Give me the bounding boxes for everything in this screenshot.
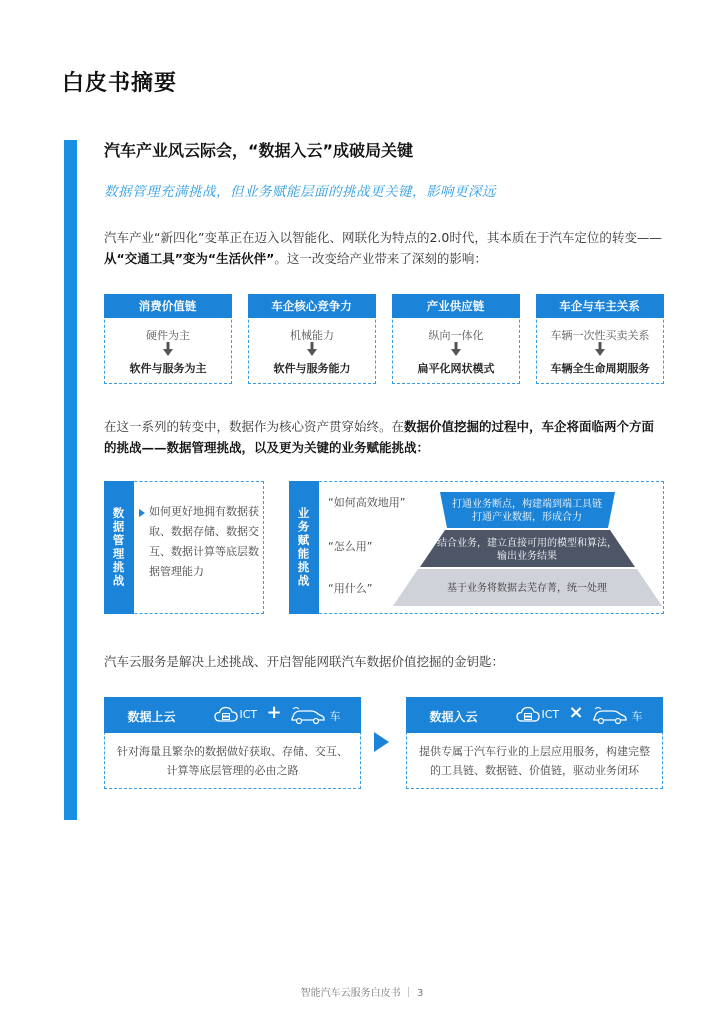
business-enablement-panel (289, 481, 664, 614)
challenge-text-emphasis: 数据价值挖掘的过程中，车企将面临两个方面的挑战——数据管理挑战，以及更为关键的业务赋能挑战： (104, 419, 655, 455)
change-box-supply-chain (392, 294, 520, 384)
change-from: 机械能力 (290, 329, 334, 342)
section-title: 汽车产业风云际会，“数据入云”成破局关键 (104, 141, 414, 160)
change-to: 车辆全生命周期服务 (550, 362, 650, 375)
bullet-triangle-icon (139, 509, 145, 517)
question-how-efficient: “如何高效地用” (328, 496, 406, 509)
change-from: 硬件为主 (146, 329, 190, 342)
business-enablement-label: 业务赋能挑战 (289, 481, 319, 614)
change-to: 软件与服务能力 (273, 362, 351, 375)
change-box-title: 车企核心竞争力 (248, 294, 376, 318)
change-to: 扁平化网状模式 (417, 362, 495, 375)
data-to-cloud-header (104, 697, 361, 733)
data-to-cloud-box (104, 697, 361, 789)
data-management-label: 数据管理挑战 (104, 481, 134, 614)
connected-car-icon (591, 705, 627, 725)
plus-operator: + (266, 701, 282, 723)
tier-middle-line1: 结合业务，建立直接可用的模型和算法， (437, 538, 617, 549)
tier-bottom-text: 基于业务将数据去芜存菁，统一处理 (447, 583, 607, 594)
page-title: 白皮书摘要 (62, 71, 178, 96)
data-into-cloud-title: 数据入云 (429, 709, 478, 724)
intro-text-emphasis: 从“交通工具”变为“生活伙伴” (104, 251, 275, 266)
intro-text-a: 汽车产业“新四化”变革正在迈入以智能化、网联化为特点的2.0时代，其本质在于汽车定位的转变—— (104, 230, 662, 245)
tier-top-line1: 打通业务断点，构建端到端工具链 (452, 499, 602, 510)
data-into-cloud-description: 提供专属于汽车行业的上层应用服务，构建完整的工具链、数据链、价值链，驱动业务闭环 (419, 745, 650, 777)
data-to-cloud-description: 针对海量且繁杂的数据做好获取、存储、交互、计算等底层管理的必由之路 (117, 745, 348, 777)
connected-car-icon (289, 705, 325, 725)
question-how-use: “怎么用” (328, 540, 373, 553)
intro-text-c: 。这一改变给产业带来了深刻的影响： (274, 251, 487, 266)
challenge-text-a: 在这一系列的转变中，数据作为核心资产贯穿始终。在 (104, 419, 405, 434)
data-management-text: 如何更好地拥有数据获取、数据存储、数据交互、数据计算等底层数据管理能力 (149, 505, 259, 578)
tier-middle-line2: 输出业务结果 (497, 551, 557, 562)
challenge-paragraph (104, 416, 664, 458)
data-into-cloud-box (406, 697, 663, 789)
ict-label: ICT (239, 707, 258, 721)
car-label: 车 (631, 709, 643, 723)
business-pyramid (390, 490, 665, 608)
change-box-title: 车企与车主关系 (536, 294, 664, 318)
change-from: 纵向一体化 (428, 329, 484, 342)
data-management-panel (104, 481, 264, 614)
change-to: 软件与服务为主 (129, 362, 207, 375)
change-box-owner-relation (536, 294, 664, 384)
page-footer: 智能汽车云服务白皮书 ｜ 3 (300, 988, 424, 999)
ict-label: ICT (541, 707, 560, 721)
section-accent-bar (64, 140, 77, 820)
question-what-use: “用什么” (328, 582, 373, 595)
intro-paragraph (104, 227, 664, 269)
multiply-operator: × (568, 701, 584, 723)
change-from: 车辆一次性买卖关系 (550, 329, 650, 342)
arrow-right-icon (374, 732, 389, 752)
cloud-server-icon (214, 706, 238, 724)
solution-paragraph: 汽车云服务是解决上述挑战、开启智能网联汽车数据价值挖掘的金钥匙： (104, 654, 505, 669)
change-box-consumer-value (104, 294, 232, 384)
car-label: 车 (329, 709, 341, 723)
change-box-core-competence (248, 294, 376, 384)
change-box-title: 产业供应链 (392, 294, 520, 318)
data-into-cloud-header (406, 697, 663, 733)
data-to-cloud-title: 数据上云 (127, 709, 176, 724)
cloud-server-icon (516, 706, 540, 724)
tier-top-line2: 打通产业数据，形成合力 (472, 512, 582, 523)
section-subtitle: 数据管理充满挑战，但业务赋能层面的挑战更关键，影响更深远 (104, 184, 496, 200)
change-box-title: 消费价值链 (104, 294, 232, 318)
